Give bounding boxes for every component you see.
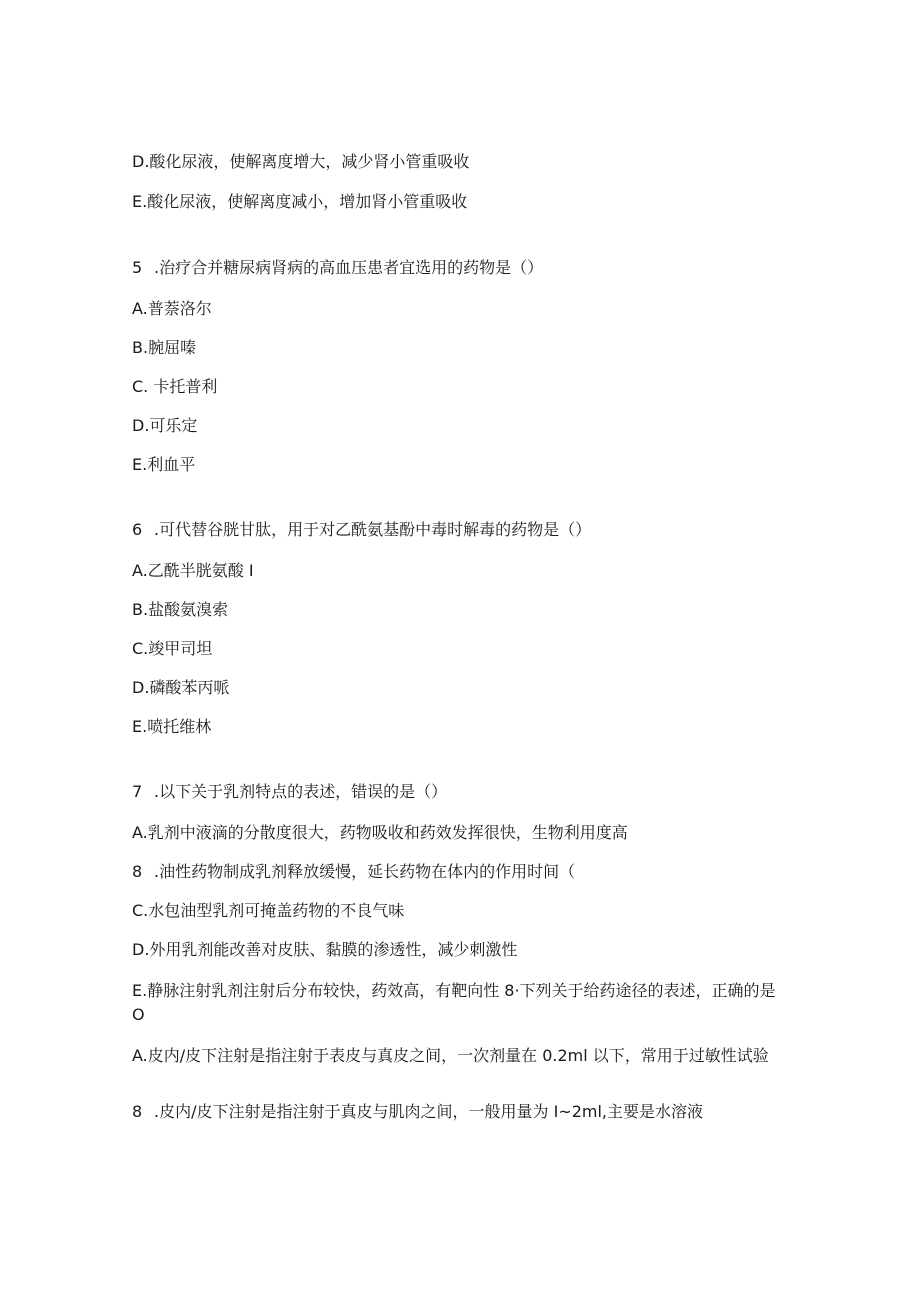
question-number: 6	[132, 520, 143, 539]
question-6: 6 .可代替谷胱甘肽，用于对乙酰氨基酚中毒时解毒的药物是（）	[132, 518, 792, 542]
option-e-q5: E.利血平	[132, 455, 196, 474]
question-5: 5 .治疗合并糖尿病肾病的高血压患者宜选用的药物是（）	[132, 256, 792, 280]
option-c-q5: C. 卡托普利	[132, 377, 218, 396]
option-d-q7: D.外用乳剂能改善对皮肤、黏膜的渗透性，减少刺激性	[132, 940, 518, 959]
question-8-emulsion: 8 .油性药物制成乳剂释放缓慢，延长药物在体内的作用时间（	[132, 860, 792, 884]
option-a-q8: A.皮内/皮下注射是指注射于表皮与真皮之间，一次剂量在 0.2ml 以下，常用于过敏性试验	[132, 1046, 769, 1065]
option-a-q6: A.乙酰半胱氨酸 I	[132, 561, 254, 580]
option-e-q4: E.酸化尿液，使解离度减小，增加肾小管重吸收	[132, 192, 468, 211]
question-8-injection: 8 .皮内/皮下注射是指注射于真皮与肌肉之间，一般用量为 I~2ml,主要是水溶液	[132, 1100, 792, 1124]
question-number: 5	[132, 258, 143, 277]
question-number: 8	[132, 1102, 143, 1121]
question-number: 8	[132, 862, 143, 881]
option-b-q5: B.腕屈嗪	[132, 338, 197, 357]
option-d-q6: D.磷酸苯丙哌	[132, 678, 230, 697]
question-7: 7 .以下关于乳剂特点的表述，错误的是（）	[132, 780, 792, 804]
option-a-q5: A.普萘洛尔	[132, 299, 212, 318]
option-c-q7: C.水包油型乳剂可掩盖药物的不良气味	[132, 901, 405, 920]
option-d-q4: D.酸化尿液，使解离度增大，减少肾小管重吸收	[132, 152, 470, 171]
question-number: 7	[132, 782, 143, 801]
option-d-q5: D.可乐定	[132, 416, 198, 435]
option-c-q6: C.竣甲司坦	[132, 639, 213, 658]
option-a-q7: A.乳剂中液滴的分散度很大，药物吸收和药效发挥很快，生物利用度高	[132, 823, 628, 842]
option-e-q7: E.静脉注射乳剂注射后分布较快，药效高，有靶向性 8·下列关于给药途径的表述，正确的是 O	[132, 981, 776, 1024]
option-e-q6: E.喷托维林	[132, 717, 212, 736]
option-b-q6: B.盐酸氨溴索	[132, 600, 229, 619]
